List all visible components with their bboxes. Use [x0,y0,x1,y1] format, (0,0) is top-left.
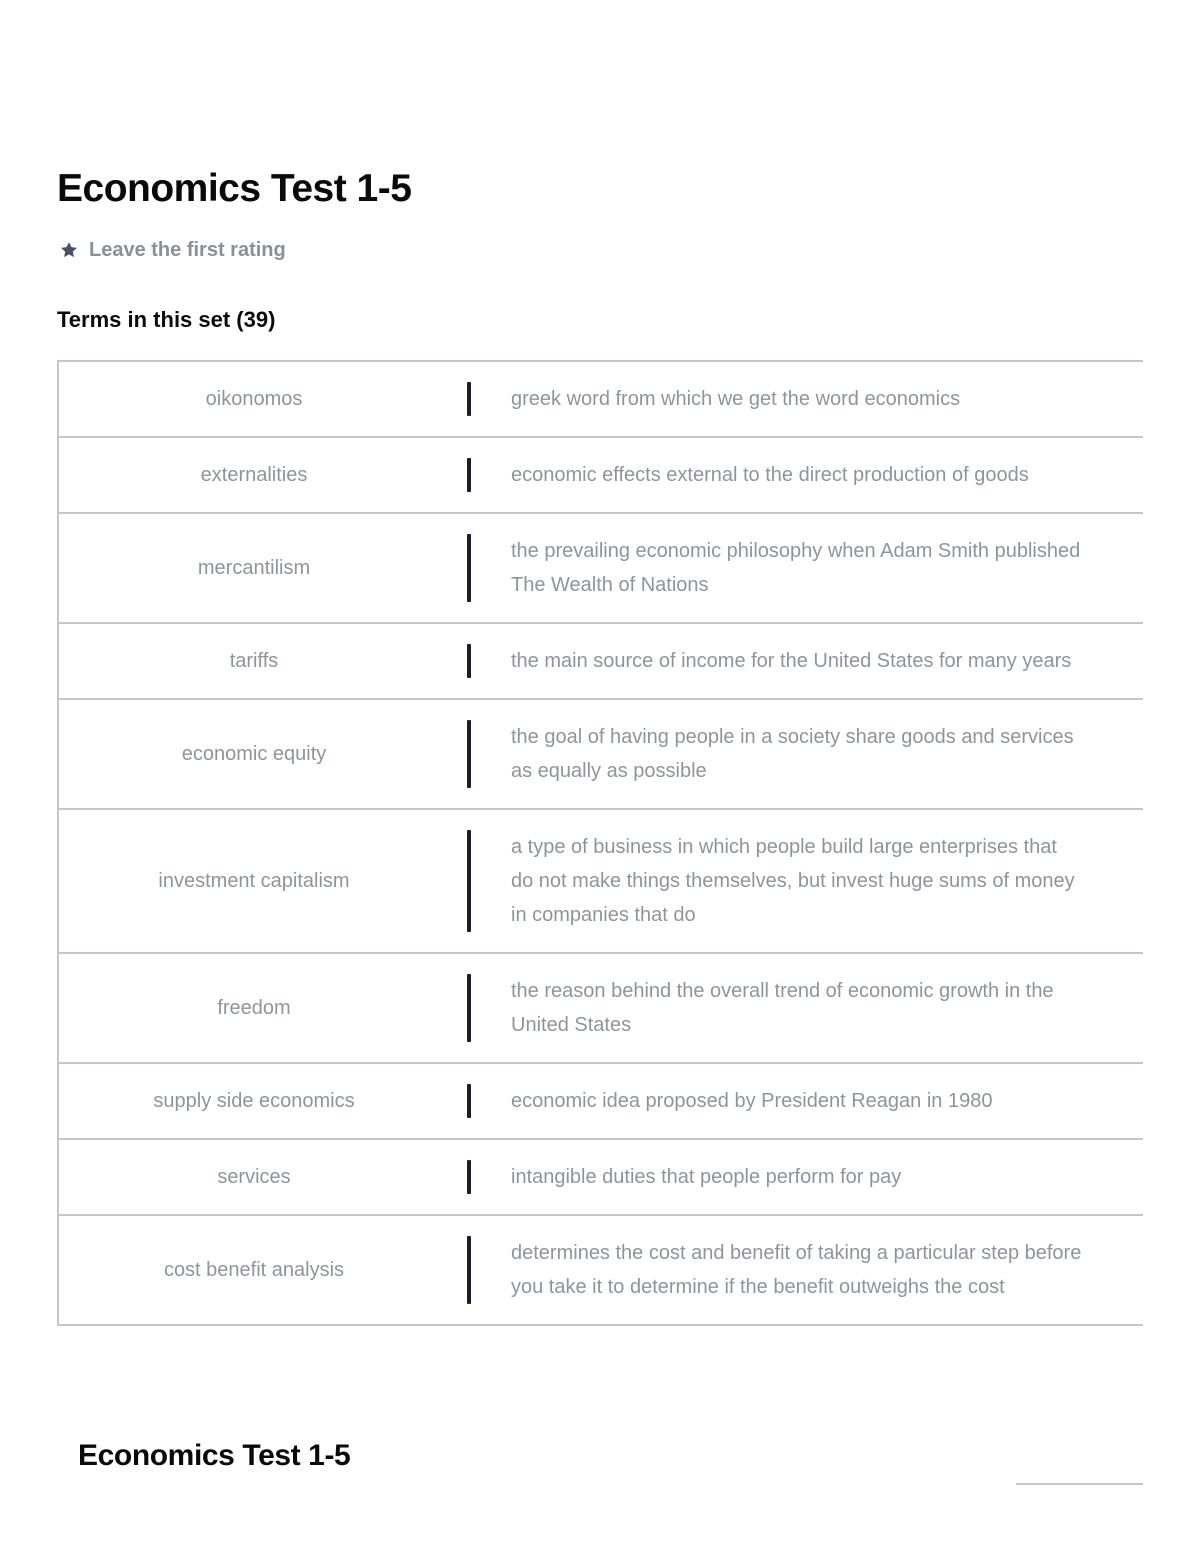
term-text: oikonomos [205,388,303,410]
footer-title: Economics Test 1-5 [78,1439,351,1472]
row-divider [467,644,471,678]
definition-text: intangible duties that people perform for pay [511,1166,902,1188]
row-divider [467,534,471,602]
definition-text: greek word from which we get the word economics [511,388,961,410]
terms-heading: Terms in this set (39) [57,307,276,332]
definition-text: economic effects external to the direct production of goods [511,464,1029,486]
term-text: externalities [200,464,308,486]
row-divider-wrap [449,1160,489,1194]
row-divider [467,1236,471,1304]
row-divider [467,974,471,1042]
row-divider-wrap [449,1084,489,1118]
term-text: tariffs [229,650,279,672]
term-row [59,810,1143,954]
term-text: freedom [217,997,291,1019]
term-row [59,624,1143,700]
row-divider [467,1160,471,1194]
term-row [59,514,1143,624]
definition-text: the goal of having people in a society share goods and services as equally as possible [511,726,1074,782]
row-divider [467,830,471,932]
term-row [59,1064,1143,1140]
row-divider-wrap [449,534,489,602]
term-row [59,362,1143,438]
definition-text: the reason behind the overall trend of economic growth in the United States [511,980,1054,1036]
term-row [59,438,1143,514]
row-divider-wrap [449,382,489,416]
row-divider [467,382,471,416]
definition-text: determines the cost and benefit of taking a particular step before you take it to determine if the benefit outweighs the cost [511,1242,1082,1298]
term-text: investment capitalism [158,870,350,892]
footer-rule [1016,1483,1143,1485]
page-title: Economics Test 1-5 [57,167,412,210]
row-divider [467,458,471,492]
row-divider [467,1084,471,1118]
term-text: cost benefit analysis [163,1259,345,1281]
term-row [59,700,1143,810]
definition-text: the main source of income for the United States for many years [511,650,1072,672]
rating-link[interactable] [59,236,286,264]
terms-table [57,360,1143,1326]
term-row [59,1140,1143,1216]
definition-text: the prevailing economic philosophy when Adam Smith published The Wealth of Nations [511,540,1081,596]
star-icon [59,240,79,260]
term-text: services [217,1166,291,1188]
row-divider-wrap [449,458,489,492]
term-text: economic equity [181,743,327,765]
definition-text: economic idea proposed by President Reagan in 1980 [511,1090,993,1112]
row-divider-wrap [449,720,489,788]
definition-text: a type of business in which people build large enterprises that do not make things themselves, but invest huge sums of money in companies that do [511,836,1075,926]
row-divider-wrap [449,644,489,678]
row-divider [467,720,471,788]
term-row [59,954,1143,1064]
row-divider-wrap [449,1236,489,1304]
row-divider-wrap [449,974,489,1042]
term-row [59,1216,1143,1326]
row-divider-wrap [449,830,489,932]
rating-text: Leave the first rating [89,238,286,261]
term-text: mercantilism [197,557,311,579]
term-text: supply side economics [153,1090,355,1112]
